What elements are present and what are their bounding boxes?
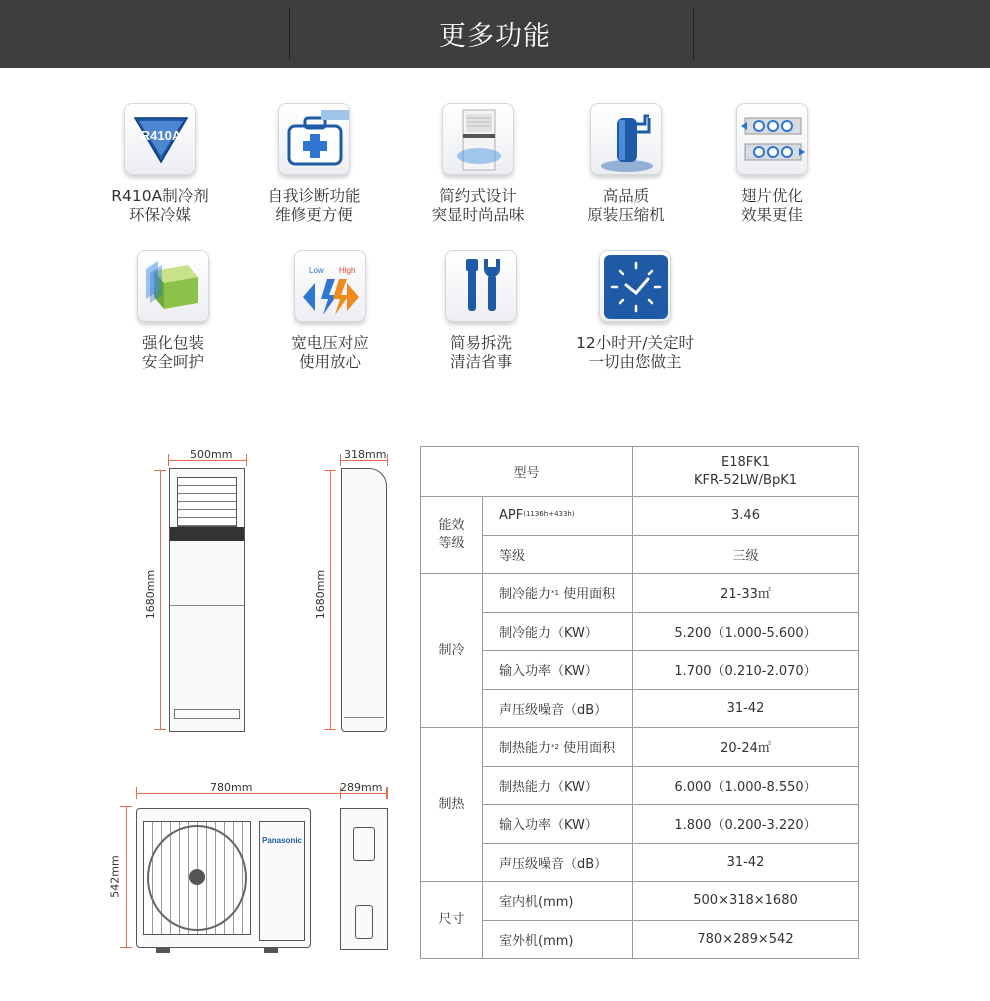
apf-label-text: APF <box>499 508 524 524</box>
feature-fin-optimization <box>692 103 852 225</box>
feature-line2: 效果更佳 <box>740 206 803 224</box>
feature-line2: 清洁省事 <box>449 353 512 371</box>
cooling-area-value: 21-33㎡ <box>633 574 859 613</box>
feature-line2: 一切由您做主 <box>588 353 682 371</box>
cooling-power-value: 1.700（0.210-2.070） <box>633 651 859 690</box>
heating-area-label-text: 制热能力 <box>499 741 552 757</box>
feature-line2: 维修更方便 <box>275 206 353 224</box>
heating-area-sup: *2 <box>551 743 559 752</box>
cooling-area-sup: *1 <box>551 589 559 598</box>
efficiency-group-line1: 能效 <box>438 518 465 533</box>
feature-line2: 使用放心 <box>298 353 361 371</box>
r410a-badge-text: R410A <box>140 128 182 143</box>
header-bar <box>0 0 990 68</box>
heating-power-value: 1.800（0.200-3.220） <box>633 805 859 844</box>
cooling-power-label: 输入功率（KW） <box>483 651 633 690</box>
feature-self-diagnosis <box>234 103 394 225</box>
cooling-noise-value: 31-42 <box>633 689 859 728</box>
feature-line1: 12小时开/关定时 <box>576 334 694 352</box>
heating-noise-label: 声压级噪音（dB） <box>483 843 633 882</box>
apf-value: 3.46 <box>633 497 859 536</box>
indoor-size-label: 室内机(mm) <box>483 882 633 921</box>
feature-simple-design <box>398 103 558 225</box>
self-diagnosis-icon <box>278 103 350 175</box>
model-line2: KFR-52LW/BpK1 <box>694 472 797 488</box>
table-row <box>421 689 859 728</box>
feature-line2: 原装压缩机 <box>587 206 665 224</box>
feature-timer <box>550 250 720 372</box>
indoor-height-front-label: 1680mm <box>144 569 158 620</box>
table-row <box>421 920 859 959</box>
cooling-area-label-text: 制冷能力 <box>499 587 552 603</box>
outdoor-depth-label: 289mm <box>340 781 383 794</box>
cooling-noise-label: 声压级噪音（dB） <box>483 689 633 728</box>
heating-noise-value: 31-42 <box>633 843 859 882</box>
outdoor-unit-front <box>136 808 311 948</box>
fin-optimization-icon <box>736 103 808 175</box>
heating-power-label: 输入功率（KW） <box>483 805 633 844</box>
table-row <box>421 843 859 882</box>
table-row <box>421 497 859 536</box>
voltage-high-text: High <box>339 266 356 275</box>
cooling-capacity-value: 5.200（1.000-5.600） <box>633 612 859 651</box>
table-row <box>421 447 859 497</box>
indoor-height-side-label: 1680mm <box>314 569 328 620</box>
cooling-area-label <box>483 574 633 613</box>
feature-easy-clean <box>401 250 561 372</box>
efficiency-group-line2: 等级 <box>438 536 465 551</box>
efficiency-group <box>421 497 483 574</box>
apf-label <box>483 497 633 536</box>
feature-line1: R410A制冷剂 <box>111 187 209 205</box>
outdoor-size-label: 室外机(mm) <box>483 920 633 959</box>
indoor-size-value: 500×318×1680 <box>633 882 859 921</box>
cooling-area-suffix: 使用面积 <box>558 587 616 603</box>
table-row <box>421 612 859 651</box>
feature-line1: 宽电压对应 <box>291 334 369 352</box>
table-row <box>421 574 859 613</box>
table-row <box>421 882 859 921</box>
feature-line2: 突显时尚品味 <box>431 206 525 224</box>
feature-line1: 自我诊断功能 <box>267 187 361 205</box>
heating-capacity-label: 制热能力（KW） <box>483 766 633 805</box>
cooling-capacity-label: 制冷能力（KW） <box>483 612 633 651</box>
table-row <box>421 805 859 844</box>
feature-line2: 安全呵护 <box>141 353 204 371</box>
heating-area-suffix: 使用面积 <box>558 741 616 757</box>
feature-line1: 简约式设计 <box>439 187 517 205</box>
model-value <box>633 447 859 497</box>
cooling-group: 制冷 <box>421 574 483 728</box>
outdoor-unit-side <box>340 808 388 950</box>
feature-line1: 翅片优化 <box>740 187 803 205</box>
reinforced-packaging-icon <box>137 250 209 322</box>
brand-logo-text: Panasonic <box>261 836 302 845</box>
compressor-icon <box>590 103 662 175</box>
heating-area-label <box>483 728 633 767</box>
table-row <box>421 766 859 805</box>
model-line1: E18FK1 <box>720 454 771 470</box>
feature-line1: 强化包装 <box>141 334 204 352</box>
feature-reinforced-packaging <box>93 250 253 372</box>
model-label: 型号 <box>421 447 633 497</box>
size-group: 尺寸 <box>421 882 483 959</box>
voltage-low-text: Low <box>309 266 324 275</box>
timer-clock-icon <box>599 250 671 322</box>
page-title: 更多功能 <box>439 21 551 52</box>
outdoor-width-label: 780mm <box>210 781 253 794</box>
table-row <box>421 535 859 574</box>
wide-voltage-icon <box>294 250 366 322</box>
feature-line1: 高品质 <box>602 187 650 205</box>
indoor-unit-front <box>169 468 245 732</box>
feature-r410a <box>80 103 240 225</box>
indoor-unit-side <box>341 468 387 732</box>
grade-value: 三级 <box>633 535 859 574</box>
table-row <box>421 651 859 690</box>
indoor-width-label: 500mm <box>190 448 233 461</box>
outdoor-size-value: 780×289×542 <box>633 920 859 959</box>
grade-label: 等级 <box>483 535 633 574</box>
heating-area-value: 20-24㎡ <box>633 728 859 767</box>
easy-clean-tools-icon <box>445 250 517 322</box>
apf-sub-text: (1136h+433h) <box>523 510 575 519</box>
indoor-depth-label: 318mm <box>344 448 387 461</box>
r410a-refrigerant-icon <box>124 103 196 175</box>
heating-group: 制热 <box>421 728 483 882</box>
simple-design-icon <box>442 103 514 175</box>
spec-table <box>420 446 859 959</box>
table-row <box>421 728 859 767</box>
outdoor-height-label: 542mm <box>108 855 122 898</box>
feature-line2: 环保冷媒 <box>128 206 191 224</box>
feature-line1: 简易拆洗 <box>449 334 512 352</box>
heating-capacity-value: 6.000（1.000-8.550） <box>633 766 859 805</box>
feature-wide-voltage <box>250 250 410 372</box>
feature-compressor <box>546 103 706 225</box>
